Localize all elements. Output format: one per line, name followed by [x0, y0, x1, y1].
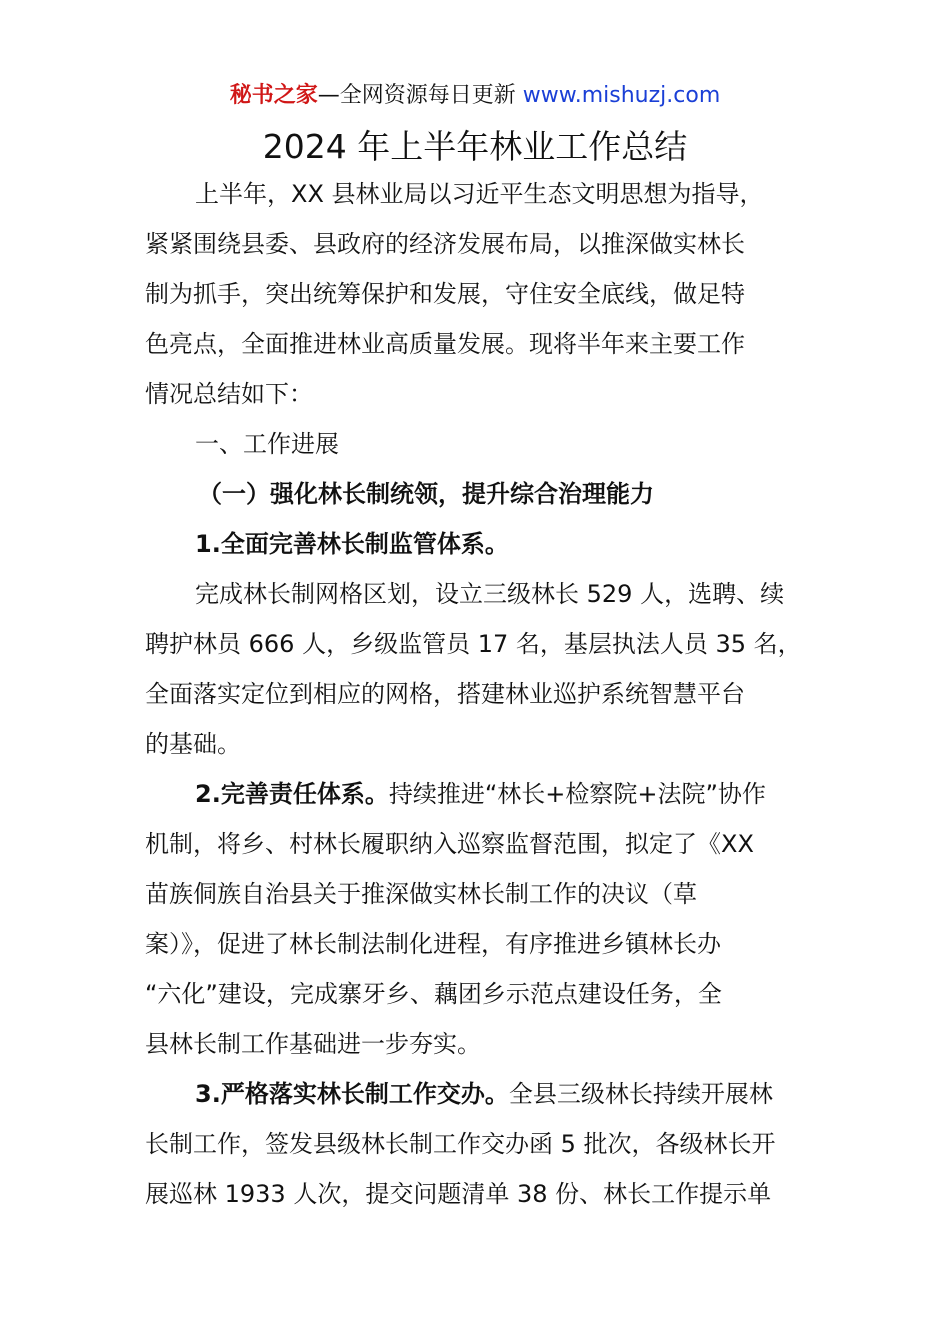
item-line [195, 1077, 773, 1111]
subsection-heading: （一）强化林长制统领，提升综合治理能力 [198, 480, 654, 508]
section-heading: 一、工作进展 [195, 430, 339, 458]
document-title: 2024 年上半年林业工作总结 [262, 127, 688, 166]
paragraph-line: 的基础。 [145, 730, 241, 758]
paragraph-line: 展巡林 1933 人次，提交问题清单 38 份、林长工作提示单 [145, 1180, 772, 1208]
item-heading: 3.严格落实林长制工作交办。 [195, 1080, 509, 1108]
paragraph-line: 紧紧围绕县委、县政府的经济发展布局，以推深做实林长 [145, 230, 745, 258]
item-text: 持续推进“林长+检察院+法院”协作 [388, 780, 766, 808]
paragraph-line: 县林长制工作基础进一步夯实。 [145, 1030, 481, 1058]
item-heading: 1.全面完善林长制监管体系。 [195, 530, 509, 558]
banner-tagline: —全网资源每日更新 [317, 83, 523, 108]
item-line [195, 777, 766, 811]
site-banner [0, 80, 950, 112]
paragraph-line: 全面落实定位到相应的网格，搭建林业巡护系统智慧平台 [145, 680, 745, 708]
paragraph-line: 制为抓手，突出统筹保护和发展，守住安全底线，做足特 [145, 280, 745, 308]
paragraph-line: “六化”建设，完成寨牙乡、藕团乡示范点建设任务，全 [145, 980, 722, 1008]
brand-name: 秘书之家 [229, 83, 318, 108]
paragraph-line: 完成林长制网格区划，设立三级林长 529 人，选聘、续 [195, 580, 785, 608]
item-text: 全县三级林长持续开展林 [508, 1080, 773, 1108]
paragraph-line: 苗族侗族自治县关于推深做实林长制工作的决议（草 [145, 880, 697, 908]
paragraph-line: 长制工作，签发县级林长制工作交办函 5 批次，各级林长开 [145, 1130, 776, 1158]
paragraph-line: 上半年，XX 县林业局以习近平生态文明思想为指导， [195, 180, 764, 208]
paragraph-line: 聘护林员 666 人，乡级监管员 17 名，基层执法人员 35 名， [145, 630, 802, 658]
paragraph-line: 情况总结如下： [145, 380, 313, 408]
item-heading: 2.完善责任体系。 [195, 780, 389, 808]
paragraph-line: 案）》，促进了林长制法制化进程，有序推进乡镇林长办 [145, 930, 721, 958]
paragraph-line: 机制，将乡、村林长履职纳入巡察监督范围，拟定了《XX [145, 830, 754, 858]
paragraph-line: 色亮点，全面推进林业高质量发展。现将半年来主要工作 [145, 330, 745, 358]
site-url: www.mishuzj.com [522, 83, 721, 108]
